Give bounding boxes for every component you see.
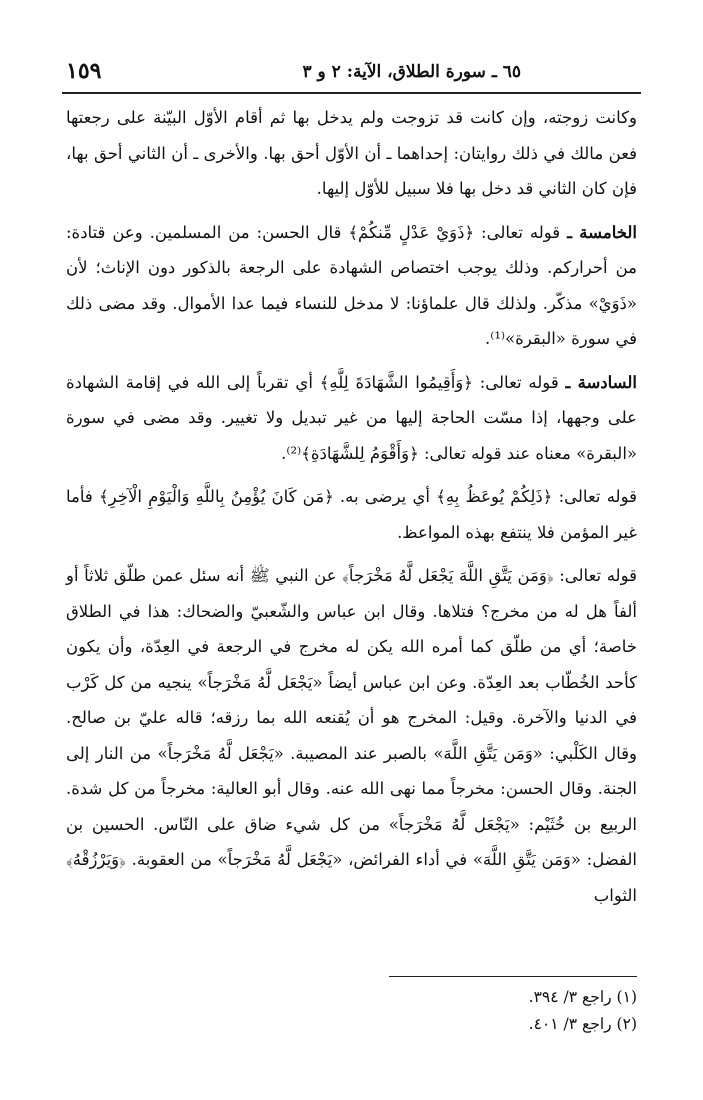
page-number: ١٥٩: [66, 58, 102, 84]
paragraph-4: قوله تعالى: ﴿ذَلِكُمْ يُوعَظُ بِهِ﴾ أي يرضى به. ﴿مَن كَانَ يُؤْمِنُ بِاللَّهِ وَالْيَوْمِ الْآخِرِ﴾ فأما غير المؤمن فلا ينتفع بهذه المواعظ.: [66, 487, 637, 542]
footnote-divider: [389, 976, 637, 977]
paragraph-1: وكانت زوجته، وإن كانت قد تزوجت ولم يدخل بها ثم أقام الأوّل البيّنة على رجعتها فعن مالك في ذلك روايتان: إحداهما ـ أن الأوّل أحق بها. والأخرى ـ أن الثاني أحق بها، فإن كان الثاني قد دخل بها فلا سبيل للأوّل إليها.: [66, 108, 637, 198]
paragraph-2: الخامسة ـ قوله تعالى: ﴿ذَوَيْ عَدْلٍ مِّنكُمْ﴾ قال الحسن: من المسلمين. وعن قتادة: من أحراركم. وذلك يوجب اختصاص الشهادة على الرجعة بالذكور دون الإناث؛ لأن «ذَوَيْ» مذكّر. ولذلك قال علماؤنا: لا مدخل للنساء فيما عدا الأموال. وقد مضى ذلك في سورة «البقرة»⁽¹⁾.: [66, 222, 637, 348]
body-text: [66, 100, 637, 921]
paragraph-5: قوله تعالى: ﴿وَمَن يَتَّقِ اللَّهَ يَجْعَل لَّهُ مَخْرَجاً﴾ عن النبي ﷺ أنه سئل عمن طلّق ثلاثاً أو ألفاً هل له من مخرج؟ فتلاها. وقال ابن عباس والشّعبيّ والضحاك: هذا في الطلاق خاصة؛ أي من طلّق كما أمره الله يكن له مخرج في الرجعة في العِدّة، وأن يكون كأحد الخُطّاب بعد العِدّة. وعن ابن عباس أيضاً «يَجْعَل لَّهُ مَخْرَجاً» ينجيه من كل كَرْب في الدنيا والآخرة. وقيل: المخرج هو أن يُقنعه الله بما رزقه؛ قاله عليّ بن صالح. وقال الكَلْبي: «وَمَن يَتَّقِ اللَّهَ» بالصبر عند المصيبة. «يَجْعَل لَّهُ مَخْرَجاً» من النار إلى الجنة. وقال الحسن: مخرجاً مما نهى الله عنه. وقال أبو العالية: مخرجاً من كل شدة. الربيع بن خُثَيْم: «يَجْعَل لَّهُ مَخْرَجاً» من كل شيء ضاق على النّاس. الحسين بن الفضل: «وَمَن يَتَّقِ اللَّهَ» في أداء الفرائض، «يَجْعَل لَّهُ مَخْرَجاً» من العقوبة. ﴿وَيَرْزُقْهُ﴾ الثواب: [66, 566, 637, 905]
footnote-2: (٢) راجع ٣/ ٤٠١.: [528, 1015, 637, 1033]
issue-label-fifth: الخامسة ـ: [567, 222, 637, 242]
running-head: ٦٥ ـ سورة الطلاق، الآية: ٢ و ٣: [302, 62, 521, 82]
footnotes: [337, 984, 637, 1038]
page-header: [62, 56, 641, 94]
footnote-1: (١) راجع ٣/ ٣٩٤.: [528, 988, 637, 1006]
issue-label-sixth: السادسة ـ: [565, 372, 637, 392]
paragraph-3: السادسة ـ قوله تعالى: ﴿وَأَقِيمُوا الشَّهَادَةَ لِلَّهِ﴾ أي تقرباً إلى الله في إقامة الشهادة على وجهها، إذا مسّت الحاجة إليها من غير تبديل ولا تغيير. وقد مضى في سورة «البقرة» معناه عند قوله تعالى: ﴿وَأَقْوَمُ لِلشَّهَادَةِ﴾⁽²⁾.: [66, 372, 637, 463]
